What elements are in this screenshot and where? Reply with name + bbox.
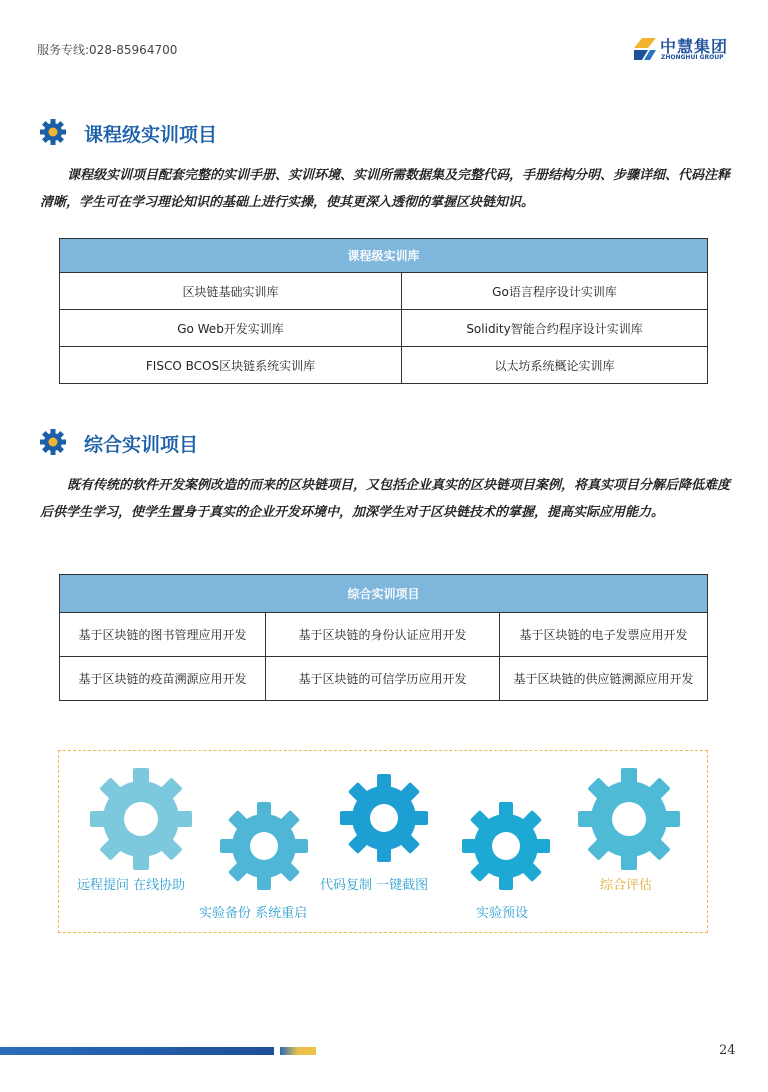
- table-row: [60, 347, 708, 384]
- table-cell: 基于区块链的疫苗溯源应用开发: [60, 657, 266, 701]
- table-cell: Go语言程序设计实训库: [402, 273, 708, 310]
- footer-bar-accent: [280, 1047, 316, 1055]
- feature-label: 综合评估: [600, 878, 653, 893]
- gear-code-copy-icon: [340, 774, 428, 862]
- table-cell: Go Web开发实训库: [60, 310, 402, 347]
- section-paragraph-comprehensive: 既有传统的软件开发案例改造的而来的区块链项目，又包括企业真实的区块链项目案例，将真实项目分解后降低难度后供学生学习，使学生置身于真实的企业开发环境中，加深学生对于区块链技术的掌握，提高实际应用能力。: [40, 478, 731, 520]
- table-cell: FISCO BCOS区块链系统实训库: [60, 347, 402, 384]
- feature-label: 代码复制 一键截图: [320, 878, 429, 893]
- table-cell: 基于区块链的电子发票应用开发: [500, 613, 708, 657]
- table-cell: Solidity智能合约程序设计实训库: [402, 310, 708, 347]
- feature-label: 远程提问 在线协助: [77, 878, 186, 893]
- logo-text-cn: 中慧集团: [660, 37, 729, 56]
- feature-label: 实验预设: [476, 906, 529, 921]
- table-header: 课程级实训库: [60, 239, 708, 273]
- section-title-course: 课程级实训项目: [84, 124, 218, 146]
- table-cell: 基于区块链的可信学历应用开发: [266, 657, 500, 701]
- section-paragraph-course: 课程级实训项目配套完整的实训手册、实训环境、实训所需数据集及完整代码，手册结构分明、步骤详细、代码注释清晰，学生可在学习理论知识的基础上进行实操，使其更深入透彻的掌握区块链知识。: [40, 168, 731, 210]
- gear-remote-assist-icon: [90, 768, 192, 870]
- section-gear-icon: [38, 117, 68, 147]
- company-logo: [632, 34, 732, 64]
- table-cell: 基于区块链的身份认证应用开发: [266, 613, 500, 657]
- service-hotline: 服务专线:028-85964700: [37, 43, 178, 57]
- gear-experiment-preset-icon: [462, 802, 550, 890]
- table-cell: 基于区块链的供应链溯源应用开发: [500, 657, 708, 701]
- table-row: [60, 657, 708, 701]
- table-row: [60, 310, 708, 347]
- course-training-table: [59, 238, 708, 384]
- table-header: 综合实训项目: [60, 575, 708, 613]
- comprehensive-project-table: [59, 574, 708, 701]
- logo-mark-icon: [632, 34, 658, 62]
- section-title-comprehensive: 综合实训项目: [84, 434, 199, 456]
- table-cell: 基于区块链的图书管理应用开发: [60, 613, 266, 657]
- section-gear-icon: [38, 427, 68, 457]
- table-cell: 以太坊系统概论实训库: [402, 347, 708, 384]
- gear-backup-restart-icon: [220, 802, 308, 890]
- table-row: [60, 273, 708, 310]
- footer-bar: [0, 1047, 274, 1055]
- logo-text-en: ZHONGHUI GROUP: [661, 54, 724, 61]
- page-number: 24: [719, 1043, 736, 1058]
- table-cell: 区块链基础实训库: [60, 273, 402, 310]
- feature-label: 实验备份 系统重启: [199, 906, 308, 921]
- table-row: [60, 613, 708, 657]
- gear-assessment-icon: [578, 768, 680, 870]
